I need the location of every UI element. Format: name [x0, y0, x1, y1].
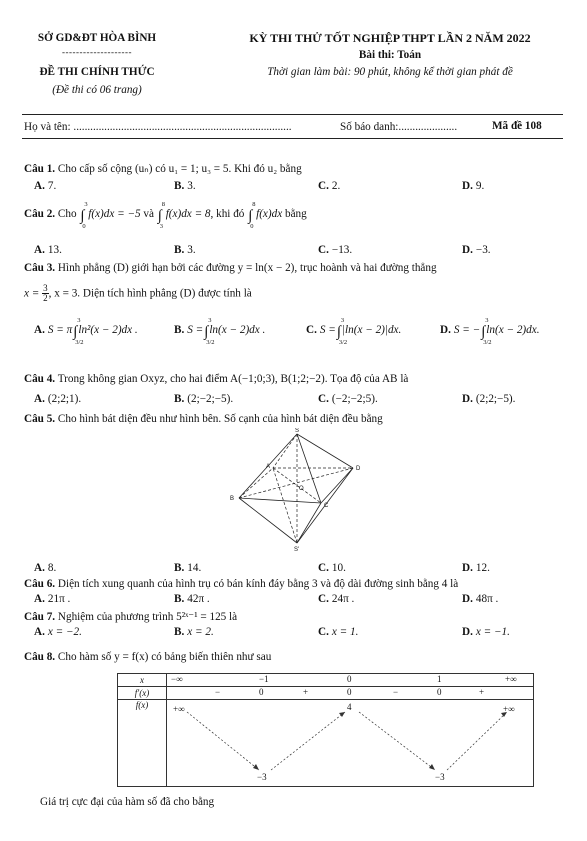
- label-a: A: [266, 464, 271, 470]
- q4-option-b: B. (2;−2;−5).: [174, 393, 234, 405]
- dashes: --------------------: [62, 47, 132, 57]
- q1-option-a: A. 7.: [34, 180, 57, 192]
- question-7: Câu 7. Nghiệm của phương trình 5²ˣ⁻¹ = 125 là: [24, 611, 238, 623]
- label-c: C: [324, 503, 329, 509]
- q7-option-c: C. x = 1.: [318, 626, 359, 638]
- table-row: x −∞ −1 0 1 +∞: [118, 674, 534, 687]
- q5-option-d: D. 12.: [462, 562, 490, 574]
- variation-table: [117, 673, 534, 787]
- exam-title: KỲ THI THỬ TỐT NGHIỆP THPT LẦN 2 NĂM 2022: [249, 31, 531, 45]
- q4-option-c: C. (−2;−2;5).: [318, 393, 378, 405]
- q5-option-b: B. 14.: [174, 562, 202, 574]
- label-o: O: [299, 486, 304, 492]
- integral-sign: ∫ 3 0: [80, 201, 88, 230]
- question-8-followup: Giá trị cực đại của hàm số đã cho bằng: [40, 796, 215, 808]
- question-6: Câu 6. Diện tích xung quanh của hình trụ có bán kính đáy bằng 3 và độ dài đường sinh bằng 4 là: [24, 578, 459, 590]
- question-5: Câu 5. Cho hình bát diện đều như hình bên. Số cạnh của hình bát diện đều bằng: [24, 413, 383, 425]
- variation-arrows: [167, 700, 527, 786]
- q2-option-a: A. 13.: [34, 244, 62, 256]
- q7-option-a: A. x = −2.: [34, 626, 82, 638]
- q2-option-d: D. −3.: [462, 244, 491, 256]
- q6-option-a: A. 21π .: [34, 593, 71, 605]
- table-row: f(x) +∞ 4 +∞ −3 −3: [118, 700, 534, 787]
- divider-bottom: [22, 138, 563, 139]
- q4-option-d: D. (2;2;−5).: [462, 393, 516, 405]
- q7-option-d: D. x = −1.: [462, 626, 510, 638]
- page-count: (Đề thi có 06 trang): [52, 84, 142, 96]
- subject: Bài thi: Toán: [358, 49, 422, 61]
- official-label: ĐỀ THI CHÍNH THỨC: [39, 66, 155, 78]
- q6-option-c: C. 24π .: [318, 593, 355, 605]
- octahedron-figure: [225, 428, 365, 553]
- table-row: f'(x) − 0 + 0 − 0 +: [118, 687, 534, 700]
- question-3: Câu 3. Hình phẳng (D) giới hạn bởi các đường y = ln(x − 2), trục hoành và hai đường thẳng: [24, 262, 437, 274]
- exam-time: Thời gian làm bài: 90 phút, không kể thời gian phát đề: [267, 66, 513, 78]
- label-s-prime: S': [294, 547, 300, 553]
- q3-option-a: A. S = π∫ 3 3/2 ln²(x − 2)dx .: [34, 317, 138, 346]
- q5-option-c: C. 10.: [318, 562, 346, 574]
- q1-option-b: B. 3.: [174, 180, 196, 192]
- q1-option-c: C. 2.: [318, 180, 341, 192]
- q6-option-b: B. 42π .: [174, 593, 210, 605]
- q3-option-d: D. S = −∫ 3 3/2 ln(x − 2)dx.: [440, 317, 540, 346]
- q5-option-a: A. 8.: [34, 562, 57, 574]
- department: SỞ GD&ĐT HÒA BÌNH: [37, 32, 157, 44]
- question-2: Câu 2. Cho ∫ 3 0 f(x)dx = −5 và ∫ 8 3 f(x)dx = 8, khi đó ∫ 8 0 f(x)dx bằng: [24, 201, 307, 230]
- exam-code: Mã đề 108: [492, 120, 542, 132]
- q2-option-b: B. 3.: [174, 244, 196, 256]
- integral-sign: ∫ 8 3: [157, 201, 166, 230]
- divider-top: [22, 114, 563, 115]
- q4-option-a: A. (2;2;1).: [34, 393, 82, 405]
- question-8: Câu 8. Cho hàm số y = f(x) có bảng biến thiên như sau: [24, 651, 272, 663]
- q3-option-c: C. S =∫ 3 3/2 |ln(x − 2)|dx.: [306, 317, 402, 346]
- question-3-line2: x = $\frac{3}{2}$ , x = 3. Diện tích hình phẳng (D) được tính là: [24, 283, 252, 304]
- q1-option-d: D. 9.: [462, 180, 485, 192]
- label-b: B: [230, 496, 235, 502]
- sbd-field: Số báo danh:.....................: [340, 121, 458, 133]
- integral-sign: ∫ 8 0: [248, 201, 256, 230]
- q6-option-d: D. 48π .: [462, 593, 499, 605]
- question-4: Câu 4. Trong không gian Oxyz, cho hai điểm A(−1;0;3), B(1;2;−2). Tọa độ của AB là: [24, 373, 409, 385]
- q2-option-c: C. −13.: [318, 244, 353, 256]
- label-d: D: [356, 466, 361, 472]
- q3-option-b: B. S =∫ 3 3/2 ln(x − 2)dx .: [174, 317, 266, 346]
- q7-option-b: B. x = 2.: [174, 626, 214, 638]
- name-field: Họ và tên: ..............................................................................: [24, 121, 292, 133]
- question-1: Câu 1. Cho cấp số cộng (uₙ) có u₁ = 1; u₃ = 5. Khi đó u₂ bằng: [24, 163, 302, 175]
- label-s: S: [295, 428, 300, 434]
